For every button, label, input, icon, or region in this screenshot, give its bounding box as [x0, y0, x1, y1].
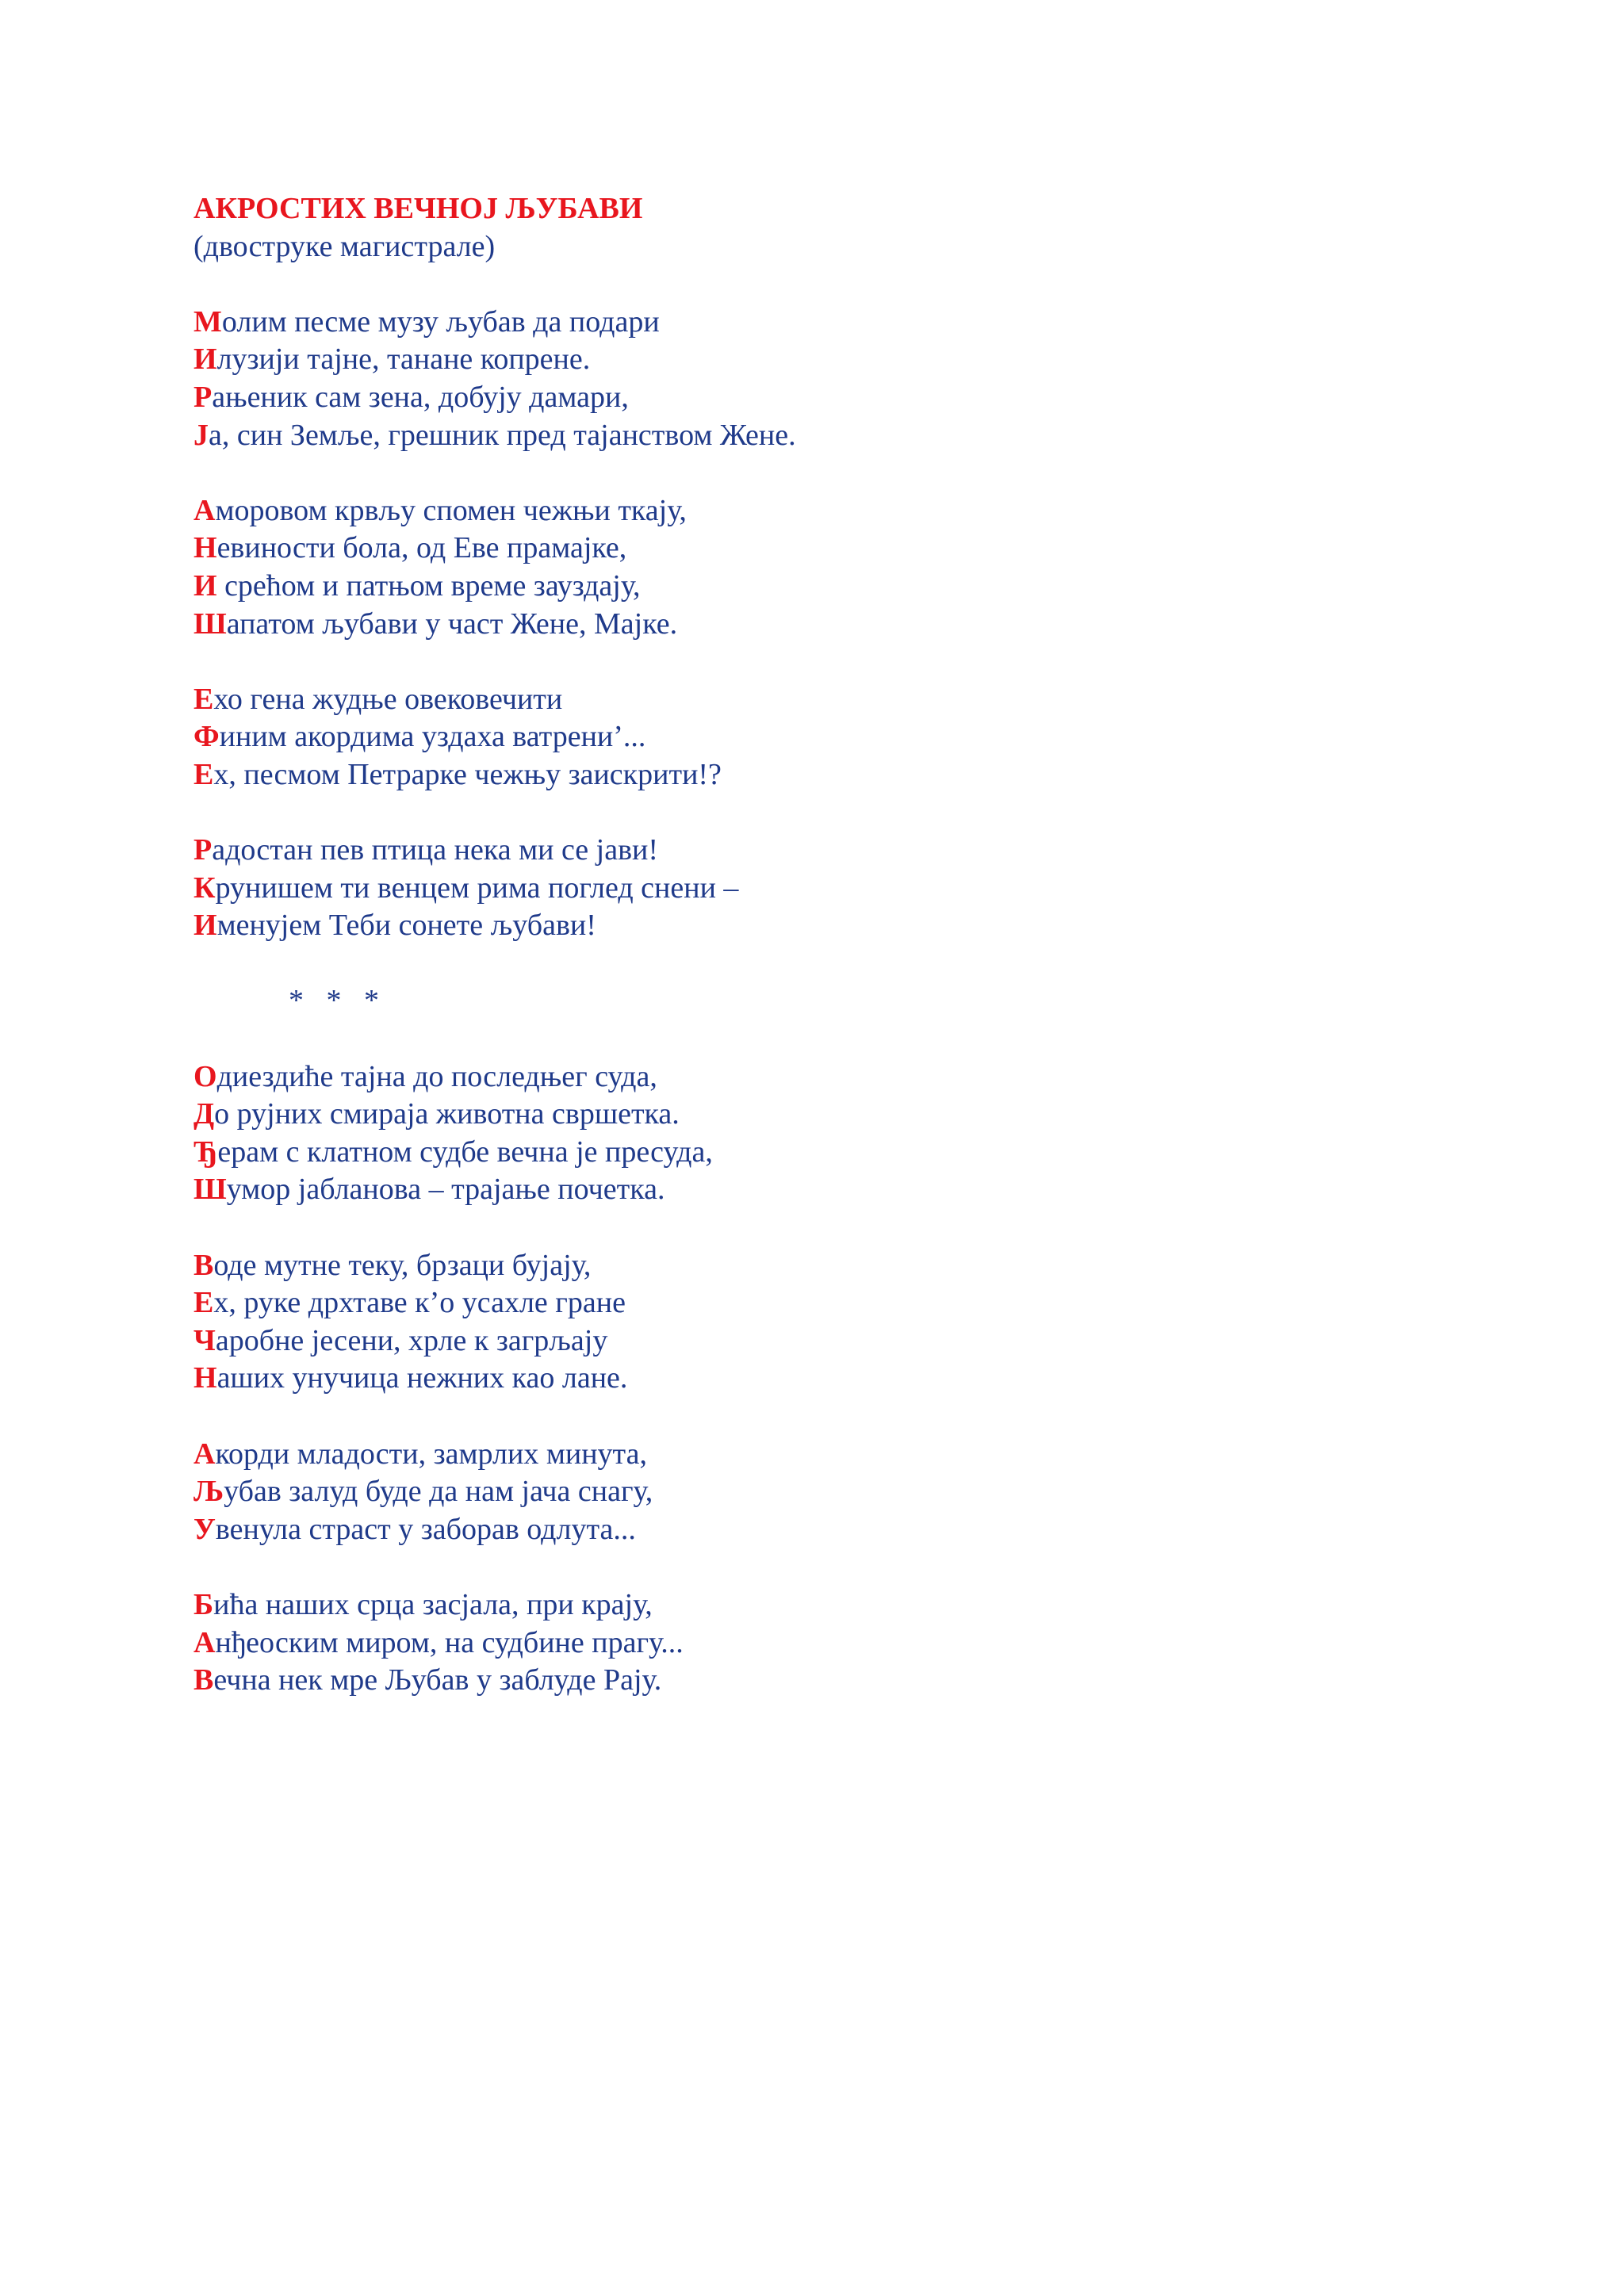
acrostic-initial: Ч [193, 1323, 216, 1357]
verse-line [193, 1058, 1462, 1096]
poem-part-1 [193, 304, 1462, 945]
acrostic-initial: М [193, 304, 222, 339]
stanza [193, 681, 1462, 794]
poem-subtitle: (двоструке магистрале) [193, 229, 496, 263]
acrostic-initial: А [193, 1625, 216, 1659]
verse-text: лузији тајне, танане копрене. [216, 342, 591, 377]
verse-text: ерам с клатном судбе вечна је пресуда, [217, 1135, 713, 1169]
verse-line [193, 1473, 1462, 1511]
verse-line [193, 341, 1462, 379]
acrostic-initial: А [193, 493, 216, 527]
verse-text: иним акордима уздаха ватрени’... [219, 720, 646, 754]
stanza [193, 832, 1462, 945]
verse-text: диездиће тајна до последњег суда, [216, 1059, 657, 1093]
verse-text: аших унучица нежних као лане. [216, 1361, 628, 1395]
acrostic-initial: Д [193, 1097, 215, 1131]
poem [193, 190, 1462, 1700]
acrostic-initial: И [193, 568, 217, 603]
verse-line [193, 1096, 1462, 1134]
verse-text: иħа наших срца засјала, при крају, [213, 1587, 653, 1621]
stanza [193, 1436, 1462, 1549]
verse-text: аробне јесени, хрле к загрљају [215, 1323, 608, 1357]
acrostic-initial: Ф [193, 720, 220, 754]
acrostic-initial: Ј [193, 418, 209, 452]
verse-line [193, 304, 1462, 342]
verse-line [193, 756, 1462, 794]
verse-line [193, 907, 1462, 945]
verse-line [193, 1360, 1462, 1398]
verse-line [193, 1436, 1462, 1474]
verse-text: оде мутне теку, брзаци бујају, [213, 1248, 592, 1282]
verse-text: менујем Теби сонете љубави! [216, 909, 596, 943]
verse-text: нђеоским миром, на судбине прагу... [215, 1625, 684, 1659]
verse-text: апатом љубави у част Жене, Мајке. [226, 607, 678, 641]
verse-text: евиности бола, од Еве прамајке, [216, 531, 627, 565]
acrostic-initial: Е [193, 682, 214, 716]
poem-part-2 [193, 1058, 1462, 1700]
verse-text: олим песме музу љубав да подари [221, 304, 660, 339]
verse-text: корди младости, замрлих минута, [215, 1437, 647, 1471]
verse-text: моровом крвљу спомен чежњи ткају, [215, 493, 687, 527]
verse-line [193, 1662, 1462, 1700]
acrostic-initial: Е [193, 1286, 214, 1320]
verse-line [193, 530, 1462, 568]
verse-text: о рујних смираја животна свршетка. [214, 1097, 680, 1131]
acrostic-initial: Р [193, 833, 213, 867]
verse-line [193, 1134, 1462, 1172]
verse-line [193, 1624, 1462, 1663]
verse-text: адостан пев птица нека ми се јави! [212, 833, 659, 867]
verse-text: х, песмом Петрарке чежњу заискрити!? [213, 757, 722, 791]
acrostic-initial: О [193, 1059, 217, 1093]
section-separator: * * * [289, 984, 379, 1018]
acrostic-initial: Ш [193, 1173, 227, 1207]
stanza [193, 1058, 1462, 1209]
stanza [193, 492, 1462, 643]
verse-line [193, 1284, 1462, 1322]
stanza [193, 1247, 1462, 1398]
acrostic-initial: Б [193, 1587, 214, 1621]
verse-text: ечна нек мре Љубав у заблуде Рају. [213, 1663, 662, 1697]
verse-text: умор јабланова – трајање почетка. [226, 1173, 665, 1207]
acrostic-initial: У [193, 1512, 216, 1546]
verse-line [193, 1171, 1462, 1209]
poem-title: АКРОСТИХ ВЕЧНОЈ ЉУБАВИ [193, 192, 643, 225]
verse-line [193, 606, 1462, 644]
acrostic-initial: А [193, 1437, 216, 1471]
verse-line [193, 832, 1462, 870]
verse-line [193, 568, 1462, 606]
acrostic-initial: И [193, 909, 217, 943]
verse-line [193, 492, 1462, 530]
acrostic-initial: Ш [193, 607, 227, 641]
verse-line [193, 417, 1462, 455]
verse-text: убав залуд буде да нам јача снагу, [224, 1475, 653, 1509]
acrostic-initial: В [193, 1663, 214, 1697]
verse-text: срећом и патњом време зауздају, [216, 568, 641, 603]
verse-line [193, 718, 1462, 756]
verse-line [193, 1247, 1462, 1285]
verse-text: рунишем ти венцем рима поглед снени – [215, 871, 739, 905]
verse-line [193, 681, 1462, 719]
verse-text: х, руке дрхтаве к’о усахле гране [213, 1286, 626, 1320]
verse-text: хо гена жудње овековечити [213, 682, 563, 716]
stanza [193, 1586, 1462, 1700]
verse-line [193, 1322, 1462, 1360]
acrostic-initial: Љ [193, 1475, 224, 1509]
acrostic-initial: Ђ [193, 1135, 218, 1169]
stanza [193, 304, 1462, 454]
acrostic-initial: К [193, 871, 216, 905]
acrostic-initial: В [193, 1248, 214, 1282]
verse-text: а, син Земље, грешник пред тајанством Жене. [209, 418, 796, 452]
verse-line [193, 379, 1462, 417]
verse-line [193, 1511, 1462, 1549]
verse-line [193, 870, 1462, 908]
acrostic-initial: Н [193, 531, 217, 565]
verse-text: ањеник сам зена, добују дамари, [212, 380, 629, 414]
acrostic-initial: И [193, 342, 217, 377]
acrostic-initial: Е [193, 757, 214, 791]
acrostic-initial: Р [193, 380, 213, 414]
acrostic-initial: Н [193, 1361, 217, 1395]
verse-text: венула страст у заборав одлута... [215, 1512, 636, 1546]
verse-line [193, 1586, 1462, 1624]
